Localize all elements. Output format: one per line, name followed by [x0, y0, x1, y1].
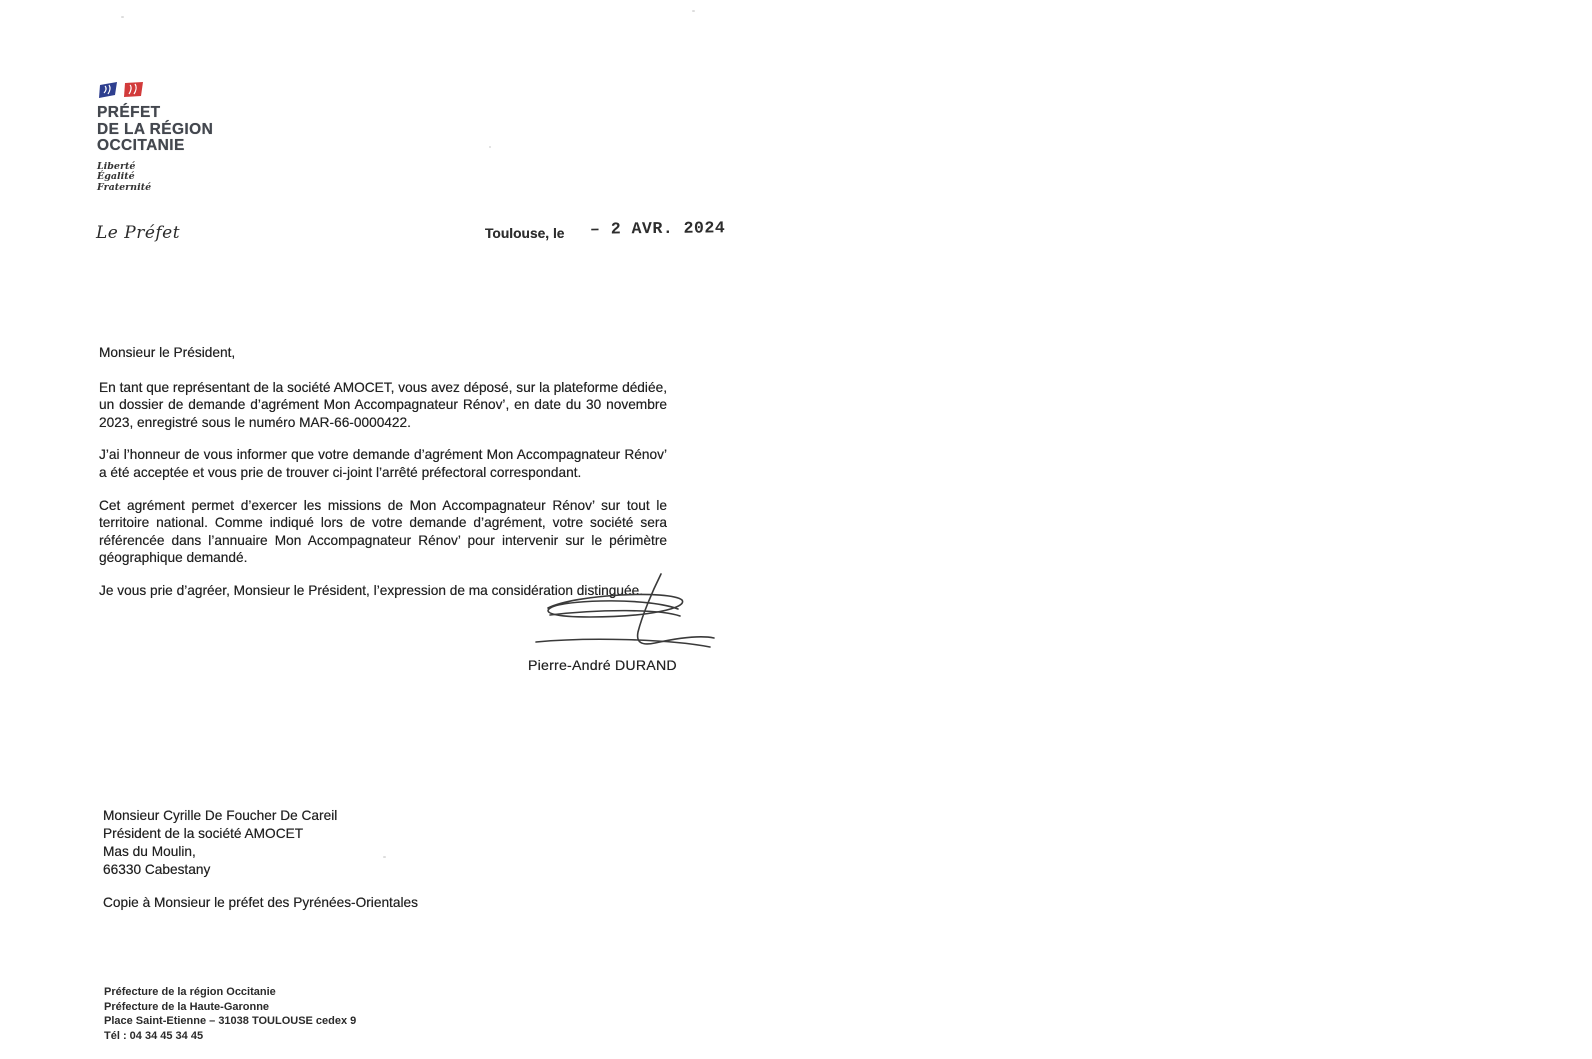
prefet-title: [97, 105, 213, 155]
closing-formula: Je vous prie d’agréer, Monsieur le Président, l’expression de ma considération distinguée.: [99, 582, 643, 598]
prefet-title-line: OCCITANIE: [97, 137, 185, 154]
motto-line: Fraternité: [97, 181, 152, 193]
footer-line: Préfecture de la région Occitanie: [104, 986, 276, 998]
signer-name: Pierre-André DURAND: [528, 658, 677, 674]
motto-line: Liberté: [97, 160, 136, 172]
handwritten-signature: [528, 572, 718, 667]
recipient-line: 66330 Cabestany: [103, 862, 211, 877]
prefet-title-line: PRÉFET: [97, 104, 161, 121]
copy-recipient-line: Copie à Monsieur le préfet des Pyrénées-Orientales: [103, 895, 418, 910]
french-flag-icon: [99, 82, 145, 99]
salutation: Monsieur le Président,: [99, 345, 236, 360]
recipient-line: Monsieur Cyrille De Foucher De Careil: [103, 808, 338, 823]
footer-line: Tél : 04 34 45 34 45: [104, 1029, 204, 1042]
motto-line: Égalité: [97, 171, 135, 182]
paragraph-1: En tant que représentant de la société AMOCET, vous avez déposé, sur la plateforme dédiée, un dossier de demande d’agrément Mon Accompagnateur Rénov’, en date du 30 novembre 2023, enregistré sous le numéro MAR-66-0000422.: [99, 379, 667, 430]
letter-body: [99, 344, 667, 600]
paragraph-3: Cet agrément permet d’exercer les missions de Mon Accompagnateur Rénov’ sur tout le territoire national. Comme indiqué lors de votre demande d’agrément, votre société sera référencée dans l’annuaire Mon Accompagnateur Rénov’ pour intervenir sur le périmètre géographique demandé.: [99, 497, 667, 566]
republic-motto: [97, 162, 213, 194]
scan-speckle: [489, 146, 491, 148]
signature-icon: [528, 572, 718, 662]
recipient-address: [103, 807, 337, 879]
scan-speckle: [121, 16, 124, 18]
scan-speckle: [383, 856, 386, 858]
sender-role: Le Préfet: [96, 223, 181, 243]
scan-speckle: [692, 10, 695, 12]
date-stamp: – 2 AVR. 2024: [589, 218, 726, 239]
recipient-line: Président de la société AMOCET: [103, 826, 304, 841]
letterhead: [97, 82, 213, 193]
prefet-title-line: DE LA RÉGION: [97, 120, 214, 138]
place-and-date-label: Toulouse, le: [485, 226, 565, 241]
footer-line: Place Saint-Etienne – 31038 TOULOUSE cedex 9: [104, 1015, 357, 1027]
footer-line: Préfecture de la Haute-Garonne: [104, 1000, 270, 1013]
paragraph-2: J’ai l’honneur de vous informer que votre demande d’agrément Mon Accompagnateur Rénov’ a été acceptée et vous prie de trouver ci-joint l’arrêté préfectoral correspondant.: [99, 447, 667, 480]
footer-contact: [104, 985, 356, 1043]
recipient-line: Mas du Moulin,: [103, 844, 196, 859]
